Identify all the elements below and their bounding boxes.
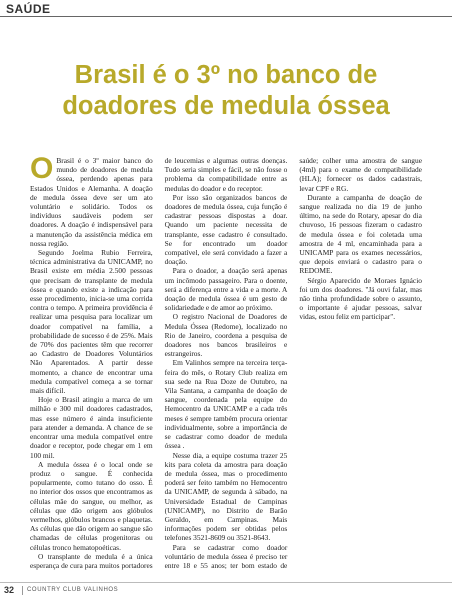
drop-cap: O <box>30 152 54 185</box>
article-paragraph: Nesse dia, a equipe costuma trazer 25 kits para coleta da amostra para doação de medula óssea, mas o procedimento poderá ser feito também no Hemocentro da UNICAMP, de segunda à sábado, na Universidade Estadual de Campinas (UNICAMP), no Distrito de Barão Geraldo, em Campinas. Mais informações podem ser obtidas pelos telefones 3521-8609 ou 3521-8643. <box>164 450 288 543</box>
article-paragraph: Para o doador, a doação será apenas um incômodo passageiro. Para o doente, será a diferença entre a vida e a morte. A doação de medula óssea é um gesto de solidariedade e de amor ao próximo. <box>164 266 288 313</box>
article-paragraph: Durante a campanha de doação de sangue realizada no dia 19 de junho último, na sede do Rotary, apesar do dia chuvoso, 16 pessoas fizeram o cadastro de medula óssea e foi coletada uma amostra de 4 ml, encaminhada para a UNICAMP para os exames necessários, que depois enviará o cadastro para o REDOME. <box>299 192 422 276</box>
page-number: 32 <box>4 585 15 595</box>
article-paragraph: O Brasil é o 3º maior banco do mundo de doadores de medula óssea, perdendo apenas para Estados Unidos e Alemanha. A doação de medula óssea deve ser um ato voluntário e solidário. Todos os indivíduos saudáveis podem ser doadores. A doação é indispensável para a manutenção da assistência médica em nossa região. <box>30 152 153 248</box>
section-label: SAÚDE <box>6 2 51 16</box>
magazine-name: COUNTRY CLUB VALINHOS <box>27 587 119 593</box>
article-paragraph: Por isso são organizados bancos de doadores de medula óssea, cuja função é cadastrar pessoas dispostas a doar. Quando um paciente necessita de transplante, esse cadastro é consultado. Se for encontrado um doador compatível, ele será convidado a fazer a doação. <box>164 192 288 267</box>
article-paragraph: O transplante de medula é a única esperança de cura para muitos portadores de leucemias e algumas outras doenças. Tudo seria simples e fácil, se não fosse o problema da compatibilidade entre as medulas do doador e do receptor. <box>30 156 288 570</box>
article-body <box>30 152 422 576</box>
section-divider <box>0 16 452 17</box>
article-paragraph: Segundo Joelma Rubio Ferreira, técnica administrativa da UNICAMP, no Brasil existe em média 2.500 pessoas que precisam de transplante de medula óssea e quando existe a indicação para esse procedimento, inicia-se uma corrida contra o tempo. A primeira providência é realizar uma pesquisa para localizar um doador compatível na família, a probabilidade de sucesso é de 25%. Mais de 70% dos pacientes têm que recorrer ao Cadastro de Doadores Voluntários Não Aparentados. A partir desse momento, a chance de encontrar uma medula compatível começa a se tornar mais difícil. <box>30 248 153 396</box>
article-paragraph: Em Valinhos sempre na terceira terça-feira do mês, o Rotary Club realiza em sua sede na Rua Doze de Outubro, na Vila Santana, a campanha de doação de sangue, coordenada pela equipe do Hemocentro da UNICAMP e a cada três meses é sempre também procura orientar individualmente, sobre a importância de se cadastrar como doador de medula óssea . <box>164 358 288 451</box>
article-paragraph: A medula óssea é o local onde se produz o sangue. É conhecida popularmente, como tutano do osso. É no interior dos ossos que encontramos as células mãe do sangue, ou melhor, as células que dão origem aos glóbulos vermelhos, glóbulos brancos e plaquetas. As células que dão origem ao sangue são chamadas de células progenitoras ou células tronco hematopoéticas. <box>30 459 153 552</box>
article-headline: Brasil é o 3º no banco de doadores de medula óssea <box>62 61 390 120</box>
footer-divider <box>0 582 452 583</box>
article-paragraph: O registro Nacional de Doadores de Medula Óssea (Redome), localizado no Rio de Janeiro, coordena a pesquisa de doadores nos bancos brasileiros e estrangeiros. <box>164 312 288 359</box>
article-paragraph: Hoje o Brasil atingiu a marca de um milhão e 300 mil doadores cadastrados, mas esse número é ainda insuficiente para atender a demanda. A chance de se encontrar uma medula compatível entre doador e receptor, pode chegar em 1 em 100 mil. <box>30 395 153 460</box>
article-paragraph: Sérgio Aparecido de Moraes Ignácio foi um dos doadores. "Já ouvi falar, mas não tinha profundidade sobre o assunto, o importante é ajudar pessoas, salvar vidas, estou feliz em participar". <box>299 275 422 322</box>
article-paragraph: Para se cadastrar como doador voluntário de medula óssea é preciso ter entre 18 e 55 anos; ter bom estado de saúde; colher uma amostra de sangue (4ml) para o exame de compatibilidade (HLA); fornecer os dados cadastrais, levar CPF e RG. <box>164 156 422 570</box>
footer-separator <box>22 586 23 595</box>
